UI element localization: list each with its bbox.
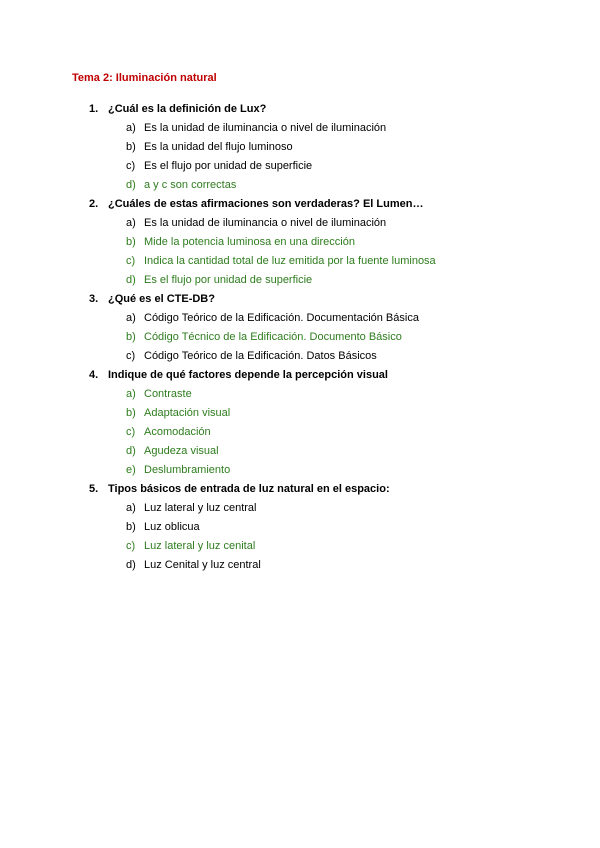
answer-option-4-5 (0, 461, 600, 480)
question-item-4 (0, 366, 600, 480)
answer-list (0, 119, 600, 195)
question-text: ¿Qué es el CTE-DB? (108, 293, 215, 305)
answer-option-4-1 (0, 385, 600, 404)
question-line (0, 195, 600, 214)
answer-letter: b) (126, 236, 136, 248)
answer-text: Código Técnico de la Edificación. Documento Básico (144, 331, 402, 343)
answer-letter: a) (126, 388, 136, 400)
answer-text: Es el flujo por unidad de superficie (144, 160, 313, 172)
question-number: 3. (89, 293, 99, 305)
answer-text: Código Teórico de la Edificación. Datos Básicos (144, 350, 377, 362)
answer-letter: a) (126, 312, 136, 324)
question-item-1 (0, 100, 600, 195)
answer-letter: c) (126, 160, 136, 172)
answer-text: Adaptación visual (144, 407, 231, 419)
answer-option-5-1 (0, 499, 600, 518)
question-number: 1. (89, 103, 99, 115)
answer-option-5-4 (0, 556, 600, 575)
answer-text: Contraste (144, 388, 192, 400)
answer-option-4-3 (0, 423, 600, 442)
question-line (0, 480, 600, 499)
answer-letter: d) (126, 559, 136, 571)
answer-text: Código Teórico de la Edificación. Documentación Básica (144, 312, 419, 324)
question-item-2 (0, 195, 600, 290)
question-item-5 (0, 480, 600, 575)
answer-list (0, 499, 600, 575)
answer-text: Deslumbramiento (144, 464, 231, 476)
answer-letter: a) (126, 122, 136, 134)
answer-letter: e) (126, 464, 136, 476)
answer-option-3-1 (0, 309, 600, 328)
answer-text: Luz Cenital y luz central (144, 559, 261, 571)
answer-option-1-2 (0, 138, 600, 157)
answer-text: a y c son correctas (144, 179, 237, 191)
answer-option-5-3 (0, 537, 600, 556)
answer-option-1-1 (0, 119, 600, 138)
question-item-3 (0, 290, 600, 366)
question-number: 4. (89, 369, 99, 381)
answer-text: Luz lateral y luz central (144, 502, 257, 514)
answer-option-3-2 (0, 328, 600, 347)
answer-option-5-2 (0, 518, 600, 537)
answer-letter: d) (126, 274, 136, 286)
answer-letter: c) (126, 540, 136, 552)
answer-text: Es el flujo por unidad de superficie (144, 274, 313, 286)
question-line (0, 366, 600, 385)
answer-text: Es la unidad del flujo luminoso (144, 141, 293, 153)
document-title: Tema 2: Iluminación natural (72, 72, 217, 84)
answer-option-2-2 (0, 233, 600, 252)
answer-option-1-4 (0, 176, 600, 195)
answer-letter: b) (126, 331, 136, 343)
answer-letter: c) (126, 255, 136, 267)
question-line (0, 290, 600, 309)
answer-letter: d) (126, 445, 136, 457)
question-text: ¿Cuáles de estas afirmaciones son verdaderas? El Lumen… (108, 198, 424, 210)
question-list (0, 100, 600, 575)
question-number: 5. (89, 483, 99, 495)
answer-option-4-2 (0, 404, 600, 423)
answer-option-1-3 (0, 157, 600, 176)
question-text: Tipos básicos de entrada de luz natural en el espacio: (108, 483, 390, 495)
answer-option-4-4 (0, 442, 600, 461)
answer-list (0, 385, 600, 480)
answer-text: Indica la cantidad total de luz emitida por la fuente luminosa (144, 255, 436, 267)
answer-text: Agudeza visual (144, 445, 219, 457)
answer-list (0, 214, 600, 290)
answer-text: Acomodación (144, 426, 211, 438)
answer-text: Luz oblicua (144, 521, 200, 533)
answer-option-2-1 (0, 214, 600, 233)
answer-option-2-4 (0, 271, 600, 290)
question-line (0, 100, 600, 119)
question-text: Indique de qué factores depende la percepción visual (108, 369, 388, 381)
answer-letter: b) (126, 407, 136, 419)
answer-text: Es la unidad de iluminancia o nivel de iluminación (144, 122, 387, 134)
answer-letter: a) (126, 217, 136, 229)
answer-option-2-3 (0, 252, 600, 271)
answer-text: Mide la potencia luminosa en una dirección (144, 236, 355, 248)
answer-letter: c) (126, 426, 136, 438)
answer-letter: c) (126, 350, 136, 362)
answer-text: Es la unidad de iluminancia o nivel de iluminación (144, 217, 387, 229)
answer-letter: b) (126, 141, 136, 153)
question-number: 2. (89, 198, 99, 210)
answer-text: Luz lateral y luz cenital (144, 540, 256, 552)
answer-letter: a) (126, 502, 136, 514)
question-text: ¿Cuál es la definición de Lux? (108, 103, 267, 115)
answer-list (0, 309, 600, 366)
answer-option-3-3 (0, 347, 600, 366)
answer-letter: b) (126, 521, 136, 533)
answer-letter: d) (126, 179, 136, 191)
